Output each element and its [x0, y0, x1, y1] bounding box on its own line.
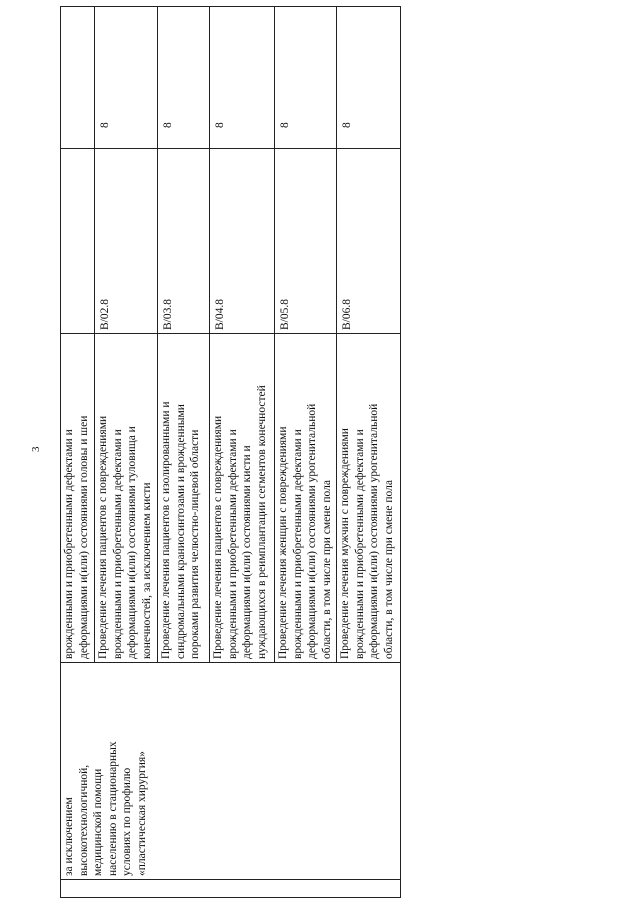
description-line: области, в том числе при смене пола [382, 480, 395, 659]
rotated-table-block [60, 53, 395, 898]
description-line: синдромальными краниосинтозами и врожденными [174, 404, 187, 659]
section-label-line: условиях по профилю [121, 767, 134, 876]
function-code-cell: B/05.8 [275, 149, 337, 334]
function-description-cell [275, 334, 337, 663]
description-line: врожденными и приобретенными дефектами и [291, 429, 304, 659]
qualification-level-cell: 8 [275, 7, 337, 149]
description-line: врожденными и приобретенными дефектами и [111, 429, 124, 659]
function-code-cell: B/02.8 [95, 149, 158, 334]
description-line: деформациями и(или) состояниями головы и шеи [77, 415, 90, 659]
section-label-line: за исключением [63, 797, 75, 876]
description-line: Проведение лечения пациентов с повреждениями [97, 415, 109, 659]
description-line: деформациями и(или) состояниями туловища и [126, 426, 139, 659]
description-line: врожденными и приобретенными дефектами и [63, 429, 75, 659]
section-label-line: «пластическая хирургия» [135, 751, 148, 876]
qualification-table [60, 6, 401, 898]
description-line: Проведение лечения мужчин с повреждениями [339, 428, 351, 659]
qualification-level-cell: 8 [210, 7, 275, 149]
function-code-cell: B/06.8 [337, 149, 401, 334]
section-label-line: населению в стационарных [106, 741, 119, 876]
function-code-cell: B/03.8 [158, 149, 210, 334]
description-line: Проведение лечения женщин с повреждениями [277, 426, 289, 659]
section-label-cell [61, 663, 401, 880]
function-description-cell [158, 334, 210, 663]
description-line: области, в том числе при смене пола [320, 480, 333, 659]
function-code-cell [61, 149, 95, 334]
qualification-level-cell: 8 [95, 7, 158, 149]
table-row [61, 7, 95, 898]
function-code-cell: B/04.8 [210, 149, 275, 334]
description-line: нуждающихся в реимплантации сегментов конечностей [255, 385, 268, 659]
section-label-line: медицинской помощи [92, 768, 105, 876]
description-line: деформациями и(или) состояниями урогенитальной [368, 403, 381, 659]
qualification-level-cell: 8 [158, 7, 210, 149]
description-line: деформациями и(или) состояниями урогенитальной [306, 403, 319, 659]
qualification-level-cell [61, 7, 95, 149]
description-line: Проведение лечения пациентов с изолированными и [160, 401, 172, 659]
description-line: деформациями и(или) состояниями кисти и [241, 445, 254, 659]
function-description-cell [95, 334, 158, 663]
function-description-cell [337, 334, 401, 663]
page-number: 3 [30, 446, 42, 452]
description-line: Проведение лечения пациентов с повреждениями [212, 415, 224, 659]
function-description-cell [210, 334, 275, 663]
function-description-cell [61, 334, 95, 663]
empty-first-column [61, 880, 401, 898]
description-line: пороками развития челюстно-лицевой области [189, 429, 202, 659]
section-label-line: высокотехнологичной, [77, 764, 90, 876]
description-line: врожденными и приобретенными дефектами и [353, 429, 366, 659]
qualification-level-cell: 8 [337, 7, 401, 149]
description-line: конечностей, за исключением кисти [140, 482, 153, 659]
description-line: врожденными и приобретенными дефектами и [226, 429, 239, 659]
